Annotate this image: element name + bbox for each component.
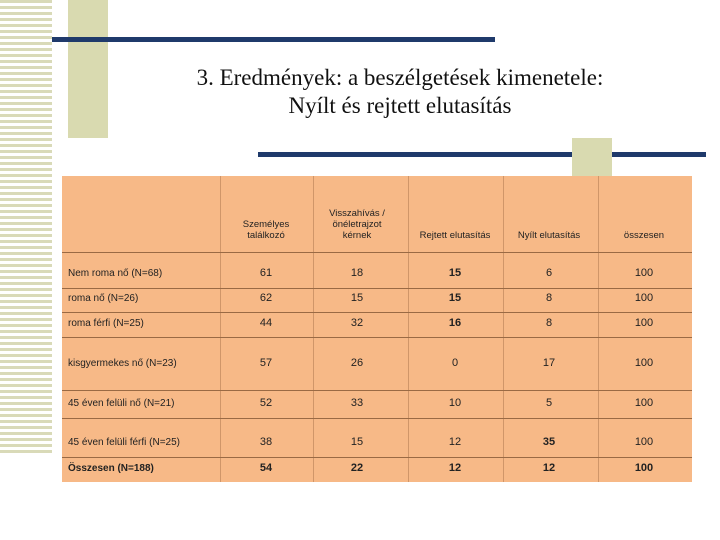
decorative-block-right [572,138,612,176]
accent-bar-top [52,37,495,42]
table-column-header [219,219,313,241]
table-cell: 54 [259,462,273,474]
table-cell: 100 [634,462,654,474]
table-row-divider [62,312,692,313]
table-row-label: roma nő (N=26) [68,293,139,304]
table-cell: 15 [448,292,462,304]
table-row-divider [62,337,692,338]
table-column-header [597,230,691,241]
table-row-divider [62,418,692,419]
table-column-divider [408,176,409,482]
table-cell: 22 [350,462,364,474]
table-cell: 62 [259,292,273,304]
table-cell: 16 [448,317,462,329]
table-cell: 18 [350,267,364,279]
table-cell: 44 [259,317,273,329]
slide-title-line2: Nyílt és rejtett elutasítás [288,93,512,118]
table-cell: 8 [545,317,553,329]
table-cell: 17 [542,357,556,369]
table-cell: 12 [448,462,462,474]
table-column-header-line: Nyílt elutasítás [517,230,581,241]
table-cell: 12 [448,436,462,448]
table-cell: 8 [545,292,553,304]
table-row-label: 45 éven felüli férfi (N=25) [68,437,181,448]
table-row-label: Összesen (N=188) [68,463,154,474]
table-cell: 5 [545,397,553,409]
table-row-divider [62,252,692,253]
table-cell: 15 [448,267,462,279]
table-cell: 61 [259,267,273,279]
table-column-header-line: találkozó [247,230,285,241]
table-row-divider [62,390,692,391]
table-cell: 6 [545,267,553,279]
table-cell: 33 [350,397,364,409]
table-cell: 0 [451,357,459,369]
table-column-header-line: kérnek [342,230,372,241]
table-cell: 15 [350,436,364,448]
table-row-label: 45 éven felüli nő (N=21) [68,398,175,409]
slide-title [130,64,670,120]
table-cell: 10 [448,397,462,409]
table-row-label: kisgyermekes nő (N=23) [68,358,177,369]
table-cell: 57 [259,357,273,369]
table-cell: 52 [259,397,273,409]
table-row-divider [62,457,692,458]
table-row-label: Nem roma nő (N=68) [68,268,163,279]
table-cell: 100 [634,397,654,409]
table-column-header-line: összesen [623,230,665,241]
table-cell: 100 [634,267,654,279]
table-cell: 32 [350,317,364,329]
table-row-divider [62,288,692,289]
table-column-header-line: Rejtett elutasítás [419,230,491,241]
table-column-header-line: önéletrajzot [332,219,382,230]
table-cell: 15 [350,292,364,304]
table-cell: 26 [350,357,364,369]
decorative-block-left [68,0,108,138]
table-row-label: roma férfi (N=25) [68,318,144,329]
table-column-header [310,208,404,241]
table-cell: 100 [634,317,654,329]
table-cell: 35 [542,436,556,448]
table-column-header-line: Visszahívás / [329,208,385,219]
table-cell: 100 [634,357,654,369]
accent-bar-bottom [258,152,706,157]
table-cell: 38 [259,436,273,448]
table-column-header [408,230,502,241]
table-cell: 100 [634,292,654,304]
table-cell: 12 [542,462,556,474]
table-column-header [502,230,596,241]
decorative-stripes-end [0,455,52,540]
slide-title-line1: 3. Eredmények: a beszélgetések kimenetele: [196,65,604,90]
table-cell: 100 [634,436,654,448]
table-column-header-line: Személyes [242,219,290,230]
table-column-divider [503,176,504,482]
table-column-divider [598,176,599,482]
